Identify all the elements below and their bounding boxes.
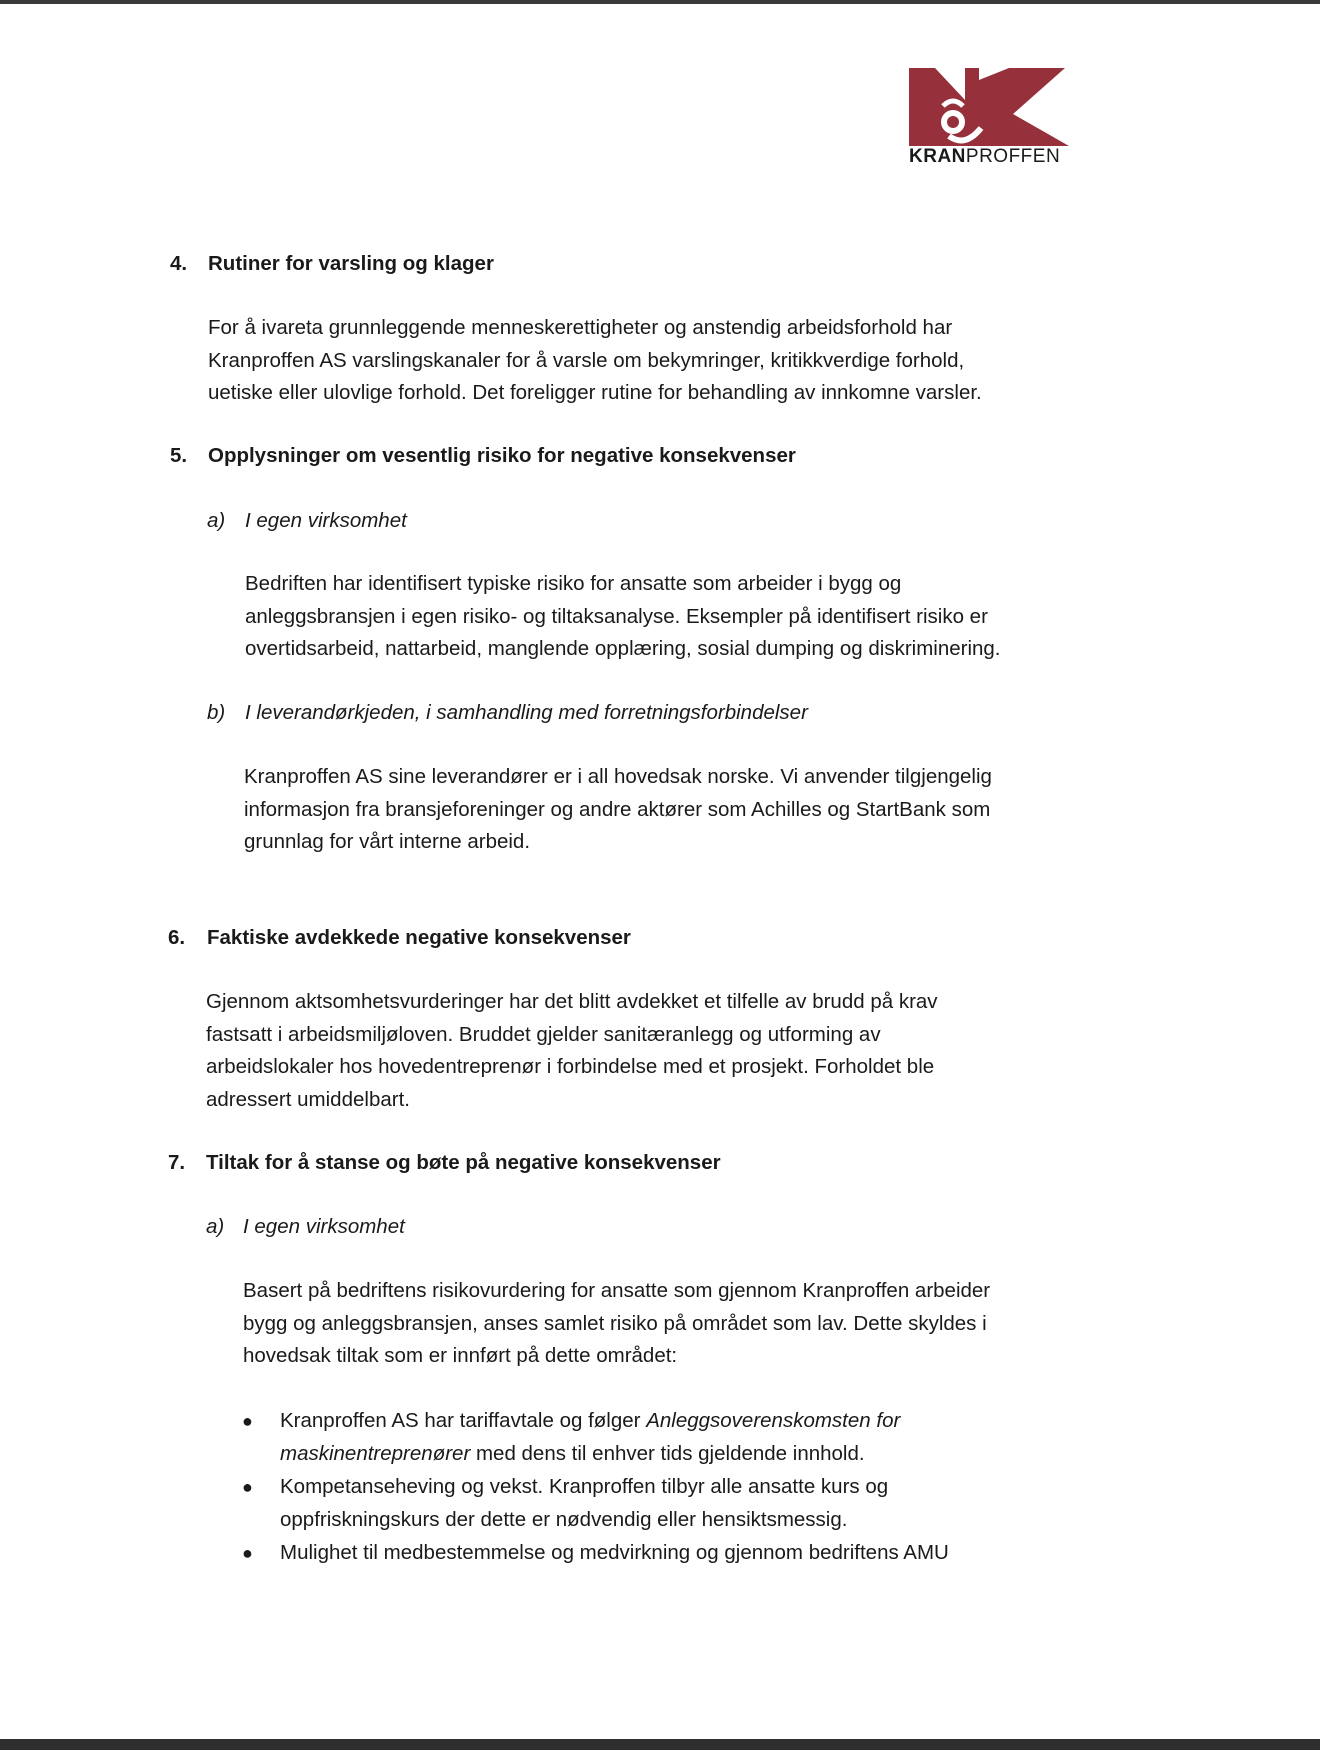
paragraph-line: Gjennom aktsomhetsvurderinger har det blitt avdekket et tilfelle av brudd på krav xyxy=(206,990,938,1013)
section-7-heading: Tiltak for å stanse og bøte på negative konsekvenser xyxy=(206,1151,721,1174)
bullet-item-3 xyxy=(280,1537,949,1570)
kranproffen-logo xyxy=(905,66,1075,172)
section-6-heading: Faktiske avdekkede negative konsekvenser xyxy=(207,926,631,949)
bullet-text-italic: maskinentreprenører xyxy=(280,1441,471,1465)
bullet-text: Mulighet til medbestemmelse og medvirkning og gjennom bedriftens AMU xyxy=(280,1541,949,1564)
bullet-text: Kompetanseheving og vekst. Kranproffen tilbyr alle ansatte kurs og xyxy=(280,1475,889,1498)
section-5-heading: Opplysninger om vesentlig risiko for negative konsekvenser xyxy=(208,444,796,467)
section-4-number: 4. xyxy=(170,252,188,275)
section-5a-paragraph xyxy=(245,568,1001,666)
section-5b-paragraph xyxy=(244,761,992,859)
paragraph-line: arbeidslokaler hos hovedentreprenør i forbindelse med et prosjekt. Forholdet ble xyxy=(206,1055,935,1078)
logo-text-regular: PROFFEN xyxy=(965,146,1061,167)
paragraph-line: anleggsbransjen i egen risiko- og tiltaksanalyse. Eksempler på identifisert risiko er xyxy=(245,604,988,628)
section-5b-title: I leverandørkjeden, i samhandling med forretningsforbindelser xyxy=(245,701,808,724)
paragraph-line: hovedsak tiltak som er innført på dette området: xyxy=(243,1344,678,1367)
paragraph-line: adressert umiddelbart. xyxy=(206,1087,410,1111)
bullet-marker: ● xyxy=(242,1543,253,1563)
paragraph-line: informasjon fra bransjeforeninger og andre aktører som Achilles og StartBank som xyxy=(244,797,991,821)
paragraph-line: fastsatt i arbeidsmiljøloven. Bruddet gjelder sanitæranlegg og utforming av xyxy=(206,1022,881,1046)
section-7a-title: I egen virksomhet xyxy=(243,1215,405,1238)
paragraph-line: Kranproffen AS sine leverandører er i all hovedsak norske. Vi anvender tilgjengelig xyxy=(244,765,992,788)
paragraph-line: Kranproffen AS varslingskanaler for å varsle om bekymringer, kritikkverdige forhold, xyxy=(208,348,965,372)
bottom-border xyxy=(0,1739,1320,1750)
section-6-paragraph xyxy=(206,986,938,1116)
paragraph-line: bygg og anleggsbransjen, anses samlet risiko på området som lav. Dette skyldes i xyxy=(243,1311,987,1335)
bullet-text: Kranproffen AS har tariffavtale og følger xyxy=(280,1409,647,1432)
section-5a-letter: a) xyxy=(207,509,226,532)
bullet-item-1 xyxy=(280,1405,900,1470)
paragraph-line: Bedriften har identifisert typiske risiko for ansatte som arbeider i bygg og xyxy=(245,572,902,595)
paragraph-line: uetiske eller ulovlige forhold. Det foreligger rutine for behandling av innkomne varsler. xyxy=(208,381,982,404)
bullet-marker: ● xyxy=(242,1411,253,1431)
logo-wordmark xyxy=(909,146,1075,168)
paragraph-line: For å ivareta grunnleggende menneskerettigheter og anstendig arbeidsforhold har xyxy=(208,316,953,339)
section-7a-paragraph xyxy=(243,1275,990,1373)
section-7a-letter: a) xyxy=(206,1215,225,1238)
bullet-text: oppfriskningskurs der dette er nødvendig eller hensiktsmessig. xyxy=(280,1507,848,1531)
paragraph-line: Basert på bedriftens risikovurdering for ansatte som gjennom Kranproffen arbeider xyxy=(243,1279,991,1302)
top-border xyxy=(0,0,1320,4)
logo-text-bold: KRAN xyxy=(909,146,966,167)
section-4-paragraph xyxy=(208,312,982,410)
section-5-number: 5. xyxy=(170,444,188,467)
section-6-number: 6. xyxy=(168,926,186,949)
section-4-heading: Rutiner for varsling og klager xyxy=(208,252,494,275)
logo-mark-icon xyxy=(905,66,1075,148)
section-5b-letter: b) xyxy=(207,701,226,724)
section-7-number: 7. xyxy=(168,1151,186,1174)
bullet-text: med dens til enhver tids gjeldende innhold. xyxy=(470,1441,865,1465)
bullet-marker: ● xyxy=(242,1477,253,1497)
paragraph-line: grunnlag for vårt interne arbeid. xyxy=(244,830,531,853)
bullet-item-2 xyxy=(280,1471,888,1536)
paragraph-line: overtidsarbeid, nattarbeid, manglende opplæring, sosial dumping og diskriminering. xyxy=(245,637,1001,660)
section-5a-title: I egen virksomhet xyxy=(245,509,407,532)
bullet-text-italic: Anleggsoverenskomsten for xyxy=(646,1409,901,1432)
